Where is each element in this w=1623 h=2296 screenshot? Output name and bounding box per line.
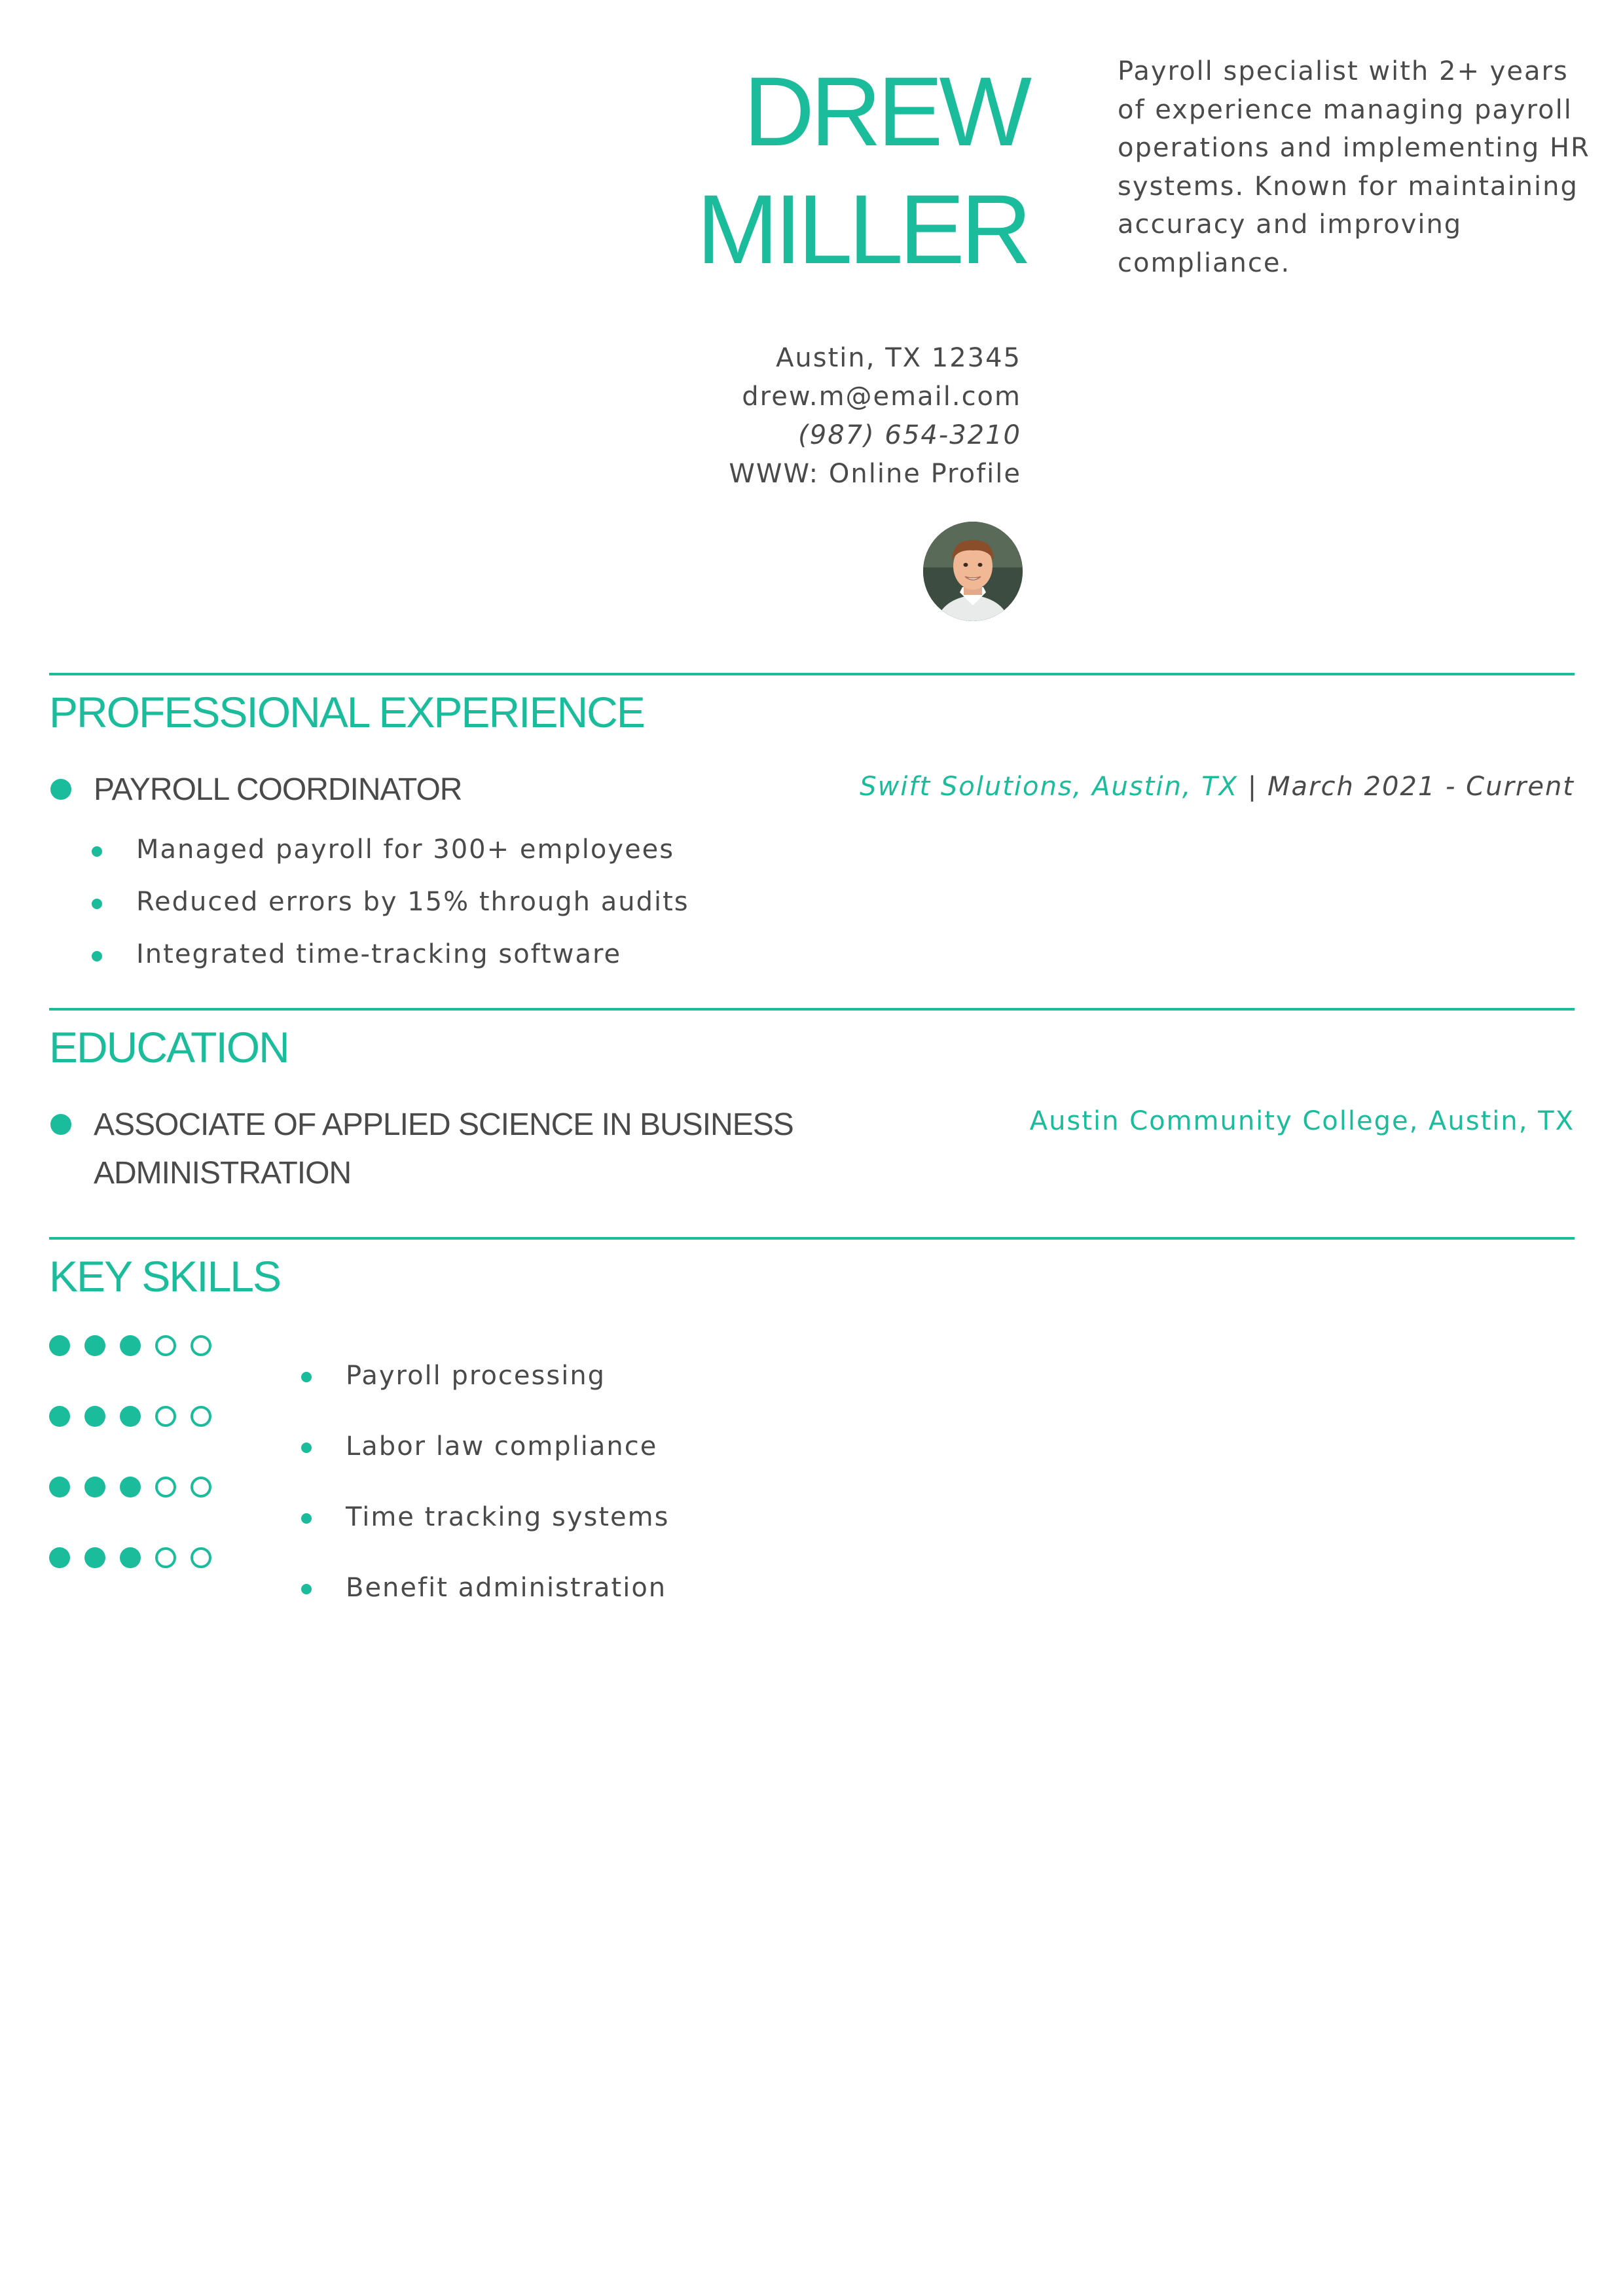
skills-heading: KEY SKILLS xyxy=(49,1252,281,1300)
avatar-photo xyxy=(923,522,1023,621)
contact-website[interactable]: WWW: Online Profile xyxy=(729,459,1021,489)
contact-phone[interactable]: (987) 654-3210 xyxy=(798,420,1021,450)
rating-filled-dot-icon xyxy=(49,1547,70,1568)
rating-filled-dot-icon xyxy=(120,1547,141,1568)
rating-filled-dot-icon xyxy=(84,1547,105,1568)
rating-empty-dot-icon xyxy=(155,1335,176,1356)
list-item: Managed payroll for 300+ employees xyxy=(92,823,689,876)
skill-list xyxy=(301,1340,669,1623)
degree-bullet-icon xyxy=(50,1114,71,1135)
rating-filled-dot-icon xyxy=(49,1406,70,1427)
rating-empty-dot-icon xyxy=(155,1406,176,1427)
candidate-name xyxy=(589,52,1028,288)
education-heading: EDUCATION xyxy=(49,1023,289,1071)
list-item: Time tracking systems xyxy=(301,1482,669,1552)
job-bullets xyxy=(92,823,689,980)
job-title: PAYROLL COORDINATOR xyxy=(94,772,462,807)
rating-empty-dot-icon xyxy=(155,1547,176,1568)
rating-filled-dot-icon xyxy=(84,1477,105,1498)
profile-summary: Payroll specialist with 2+ years of experience managing payroll operations and implementing HR systems. Known for maintaining accuracy and improving compliance. xyxy=(1118,56,1590,278)
role-bullet-icon xyxy=(50,779,71,800)
rating-filled-dot-icon xyxy=(49,1335,70,1356)
list-item: Payroll processing xyxy=(301,1340,669,1411)
section-divider xyxy=(49,1008,1575,1011)
degree-line-1: ASSOCIATE OF APPLIED SCIENCE IN BUSINESS xyxy=(94,1107,793,1142)
list-item: Benefit administration xyxy=(301,1552,669,1623)
rating-empty-dot-icon xyxy=(191,1335,211,1356)
rating-filled-dot-icon xyxy=(84,1406,105,1427)
contact-location: Austin, TX 12345 xyxy=(776,343,1021,373)
job-company: Swift Solutions, Austin, TX xyxy=(860,772,1239,802)
degree-title xyxy=(94,1101,793,1198)
first-name: DREW xyxy=(743,56,1028,166)
degree-line-2: ADMINISTRATION xyxy=(94,1156,352,1191)
rating-empty-dot-icon xyxy=(191,1477,211,1498)
job-separator: | xyxy=(1247,772,1258,802)
section-divider xyxy=(49,1237,1575,1240)
list-item: Labor law compliance xyxy=(301,1411,669,1482)
last-name: MILLER xyxy=(697,174,1028,284)
rating-empty-dot-icon xyxy=(155,1477,176,1498)
contact-info xyxy=(589,339,1021,493)
experience-heading: PROFESSIONAL EXPERIENCE xyxy=(49,688,644,736)
rating-filled-dot-icon xyxy=(120,1335,141,1356)
avatar xyxy=(923,522,1023,621)
school-name: Austin Community College, Austin, TX xyxy=(1029,1106,1575,1136)
rating-empty-dot-icon xyxy=(191,1406,211,1427)
rating-filled-dot-icon xyxy=(120,1477,141,1498)
contact-email[interactable]: drew.m@email.com xyxy=(742,382,1021,412)
rating-filled-dot-icon xyxy=(84,1335,105,1356)
section-divider xyxy=(49,673,1575,675)
rating-filled-dot-icon xyxy=(120,1406,141,1427)
list-item: Reduced errors by 15% through audits xyxy=(92,876,689,928)
list-item: Integrated time-tracking software xyxy=(92,928,689,980)
job-dates: March 2021 - Current xyxy=(1267,772,1575,802)
rating-filled-dot-icon xyxy=(49,1477,70,1498)
rating-empty-dot-icon xyxy=(191,1547,211,1568)
job-meta xyxy=(860,767,1575,806)
